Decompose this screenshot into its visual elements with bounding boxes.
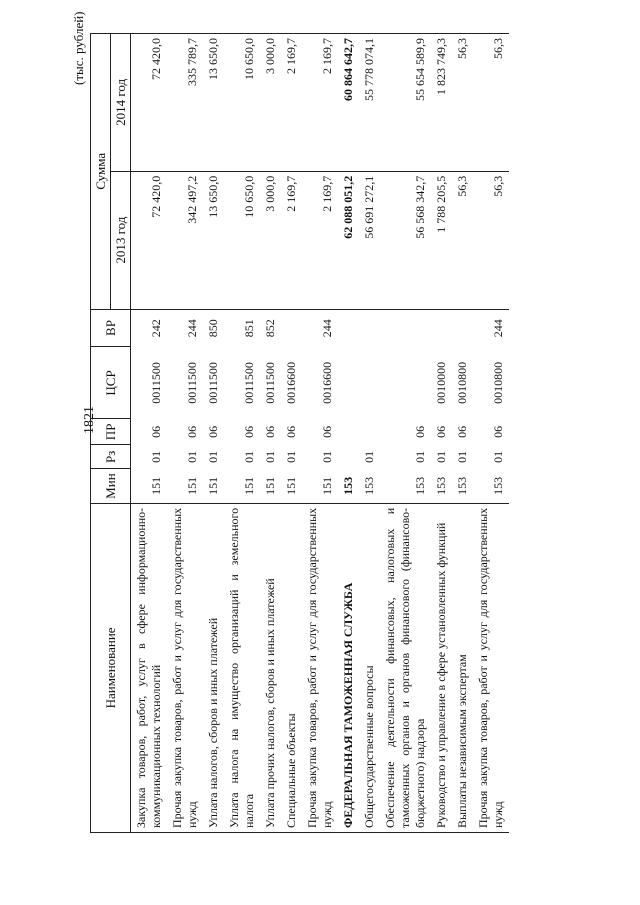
row-name: Руководство и управление в сфере установленных функций [431, 503, 452, 832]
row-2013: 56 568 342,7 [380, 171, 431, 309]
row-2013: 62 088 051,2 [338, 171, 359, 309]
row-min: 151 [281, 469, 302, 503]
table-row [380, 34, 431, 833]
row-pr: 06 [242, 425, 256, 438]
row-rz: 01 [320, 450, 334, 463]
row-2013: 3 000,0 [260, 171, 281, 309]
row-vr [452, 309, 473, 347]
table-row [203, 34, 224, 833]
row-pr: 06 [284, 425, 298, 438]
row-name: Прочая закупка товаров, работ и услуг для государственных нужд [302, 503, 338, 832]
row-2013: 10 650,0 [224, 171, 260, 309]
row-2014: 1 823 749,3 [431, 34, 452, 172]
row-2014: 10 650,0 [224, 34, 260, 172]
header-2014: 2014 год [111, 34, 131, 172]
row-vr: 851 [242, 319, 256, 338]
row-csr: 0010800 [491, 361, 505, 404]
row-pr: 06 [434, 425, 448, 438]
row-csr: 0010000 [434, 361, 448, 404]
row-2014: 56,3 [452, 34, 473, 172]
page-number: 1821 [82, 406, 97, 434]
row-2014: 72 420,0 [131, 34, 168, 172]
row-pr [338, 419, 359, 445]
row-min: 153 [380, 469, 431, 503]
row-name: Уплата налогов, сборов и иных платежей [203, 503, 224, 832]
row-name: Закупка товаров, работ, услуг в сфере информационно-коммуникационных технологий [131, 503, 168, 832]
row-csr: 0011500 [149, 362, 163, 404]
table-row [281, 34, 302, 833]
row-name: Прочая закупка товаров, работ и услуг для государственных нужд [473, 503, 509, 832]
table-row [473, 34, 509, 833]
table-row [452, 34, 473, 833]
row-2014: 55 654 589,9 [380, 34, 431, 172]
row-min: 151 [203, 469, 224, 503]
row-name: Прочая закупка товаров, работ и услуг для государственных нужд [167, 503, 203, 832]
row-2013: 56,3 [473, 171, 509, 309]
row-pr: 06 [413, 425, 427, 438]
row-rz: 01 [362, 450, 376, 463]
row-min: 153 [473, 469, 509, 503]
budget-table [90, 33, 509, 833]
table-row [338, 34, 359, 833]
row-rz: 01 [284, 450, 298, 463]
row-pr: 06 [206, 425, 220, 438]
row-2013: 56,3 [452, 171, 473, 309]
row-csr: 0016600 [320, 361, 334, 404]
table-row [260, 34, 281, 833]
row-csr [359, 347, 380, 419]
row-rz: 01 [206, 450, 220, 463]
row-2014: 13 650,0 [203, 34, 224, 172]
row-csr: 0011500 [185, 362, 199, 404]
row-vr: 244 [320, 319, 334, 338]
row-pr: 06 [263, 425, 277, 438]
row-csr [380, 347, 431, 419]
row-2013: 342 497,2 [167, 171, 203, 309]
row-pr: 06 [185, 425, 199, 438]
row-2014: 3 000,0 [260, 34, 281, 172]
row-name: Уплата налога на имущество организаций и земельного налога [224, 503, 260, 832]
header-2013: 2013 год [111, 171, 131, 309]
row-name: Уплата прочих налогов, сборов и иных платежей [260, 503, 281, 832]
row-rz: 01 [413, 450, 427, 463]
row-name: Выплаты независимым экспертам [452, 503, 473, 832]
header-min: Мин [91, 469, 131, 503]
row-min: 151 [131, 469, 168, 503]
row-rz: 01 [185, 450, 199, 463]
row-pr: 06 [455, 425, 469, 438]
header-pr: ПР [91, 419, 131, 445]
row-csr [338, 347, 359, 419]
row-rz: 01 [263, 450, 277, 463]
row-csr: 0011500 [206, 362, 220, 404]
row-min: 151 [224, 469, 260, 503]
header-rz: Рз [91, 445, 131, 469]
row-2014: 56,3 [473, 34, 509, 172]
row-csr: 0011500 [242, 362, 256, 404]
row-pr: 06 [491, 425, 505, 438]
table-row [359, 34, 380, 833]
table-row [224, 34, 260, 833]
header-sum: Сумма [91, 34, 111, 310]
row-rz: 01 [149, 450, 163, 463]
row-vr: 242 [149, 319, 163, 338]
table-row [131, 34, 168, 833]
row-name: Общегосударственные вопросы [359, 503, 380, 832]
row-2013: 2 169,7 [281, 171, 302, 309]
row-vr [380, 309, 431, 347]
row-vr: 852 [263, 319, 277, 338]
row-csr: 0016600 [284, 361, 298, 404]
row-rz: 01 [242, 450, 256, 463]
row-2013: 13 650,0 [203, 171, 224, 309]
table-row [302, 34, 338, 833]
row-pr [359, 419, 380, 445]
row-csr: 0011500 [263, 362, 277, 404]
row-2014: 2 169,7 [281, 34, 302, 172]
row-2014: 55 778 074,1 [359, 34, 380, 172]
row-rz: 01 [434, 450, 448, 463]
header-vr: ВР [91, 309, 131, 347]
row-vr [359, 309, 380, 347]
row-2013: 56 691 272,1 [359, 171, 380, 309]
row-vr: 244 [185, 319, 199, 338]
row-min: 151 [167, 469, 203, 503]
row-name: ФЕДЕРАЛЬНАЯ ТАМОЖЕННАЯ СЛУЖБА [338, 503, 359, 832]
row-vr: 850 [206, 319, 220, 338]
row-pr: 06 [149, 425, 163, 438]
row-rz: 01 [455, 450, 469, 463]
row-vr [281, 309, 302, 347]
row-vr: 244 [491, 319, 505, 338]
row-2013: 72 420,0 [131, 171, 168, 309]
table-body [131, 34, 510, 833]
row-vr [338, 309, 359, 347]
row-vr [431, 309, 452, 347]
row-2014: 2 169,7 [302, 34, 338, 172]
row-pr: 06 [320, 425, 334, 438]
row-rz [338, 445, 359, 469]
header-csr: ЦСР [91, 347, 131, 419]
row-name: Обеспечение деятельности финансовых, налоговых и таможенных органов и органов финансового (финансово-бюджетного) надзора [380, 503, 431, 832]
units-label: (тыс. рублей) [71, 11, 86, 85]
row-name: Специальные объекты [281, 503, 302, 832]
row-min: 153 [431, 469, 452, 503]
table-row [431, 34, 452, 833]
table-row [167, 34, 203, 833]
row-min: 151 [302, 469, 338, 503]
row-rz: 01 [491, 450, 505, 463]
header-name: Наименование [91, 503, 131, 832]
row-min: 153 [452, 469, 473, 503]
row-2014: 335 789,7 [167, 34, 203, 172]
row-min: 151 [260, 469, 281, 503]
row-2013: 1 788 205,5 [431, 171, 452, 309]
row-min: 153 [338, 469, 359, 503]
row-min: 153 [359, 469, 380, 503]
row-2013: 2 169,7 [302, 171, 338, 309]
row-2014: 60 864 642,7 [338, 34, 359, 172]
row-csr: 0010800 [455, 361, 469, 404]
